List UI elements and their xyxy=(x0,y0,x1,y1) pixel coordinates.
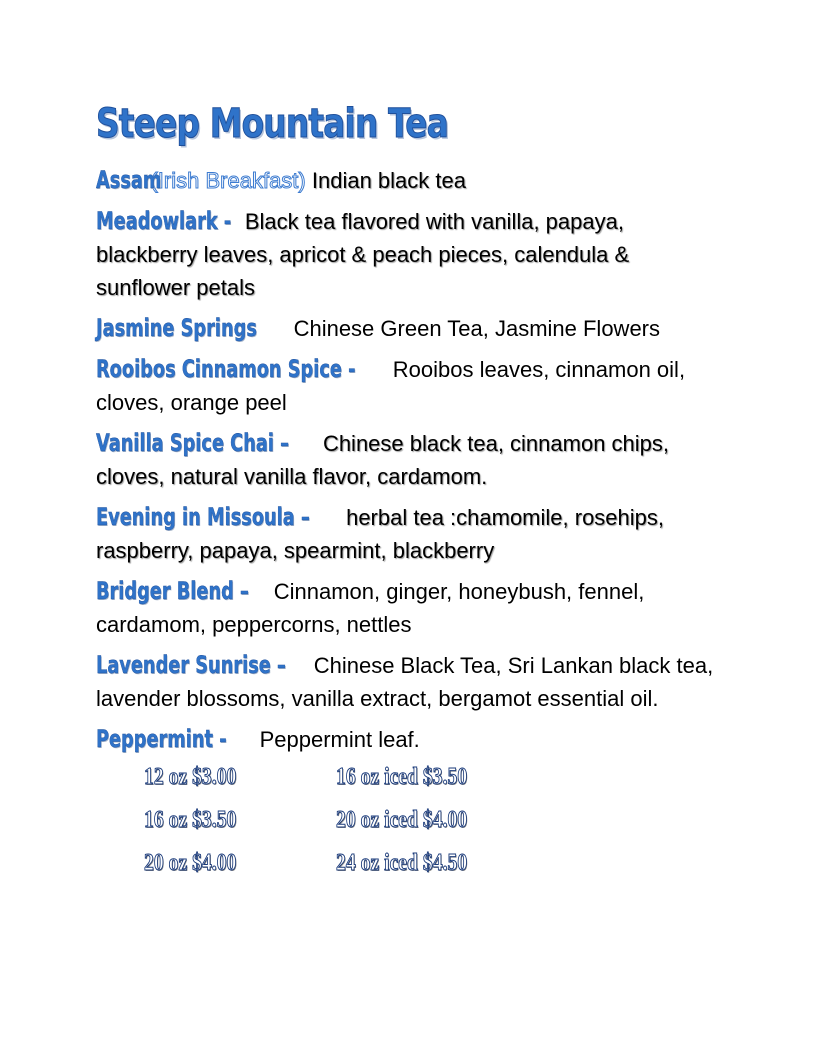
item-description: Rooibos leaves, cinnamon oil, cloves, orange peel xyxy=(96,357,686,415)
item-description: Indian black tea xyxy=(311,168,466,193)
item-name: Assam xyxy=(96,166,162,194)
menu-item-peppermint xyxy=(96,723,726,756)
item-name: Lavender Sunrise – xyxy=(96,651,286,679)
hot-price: 12 oz $3.00 xyxy=(144,764,237,790)
item-name: Vanilla Spice Chai – xyxy=(96,429,290,457)
menu-item-bridger-blend xyxy=(96,575,726,641)
item-description: Black tea flavored with vanilla, papaya, blackberry leaves, apricot & peach pieces, calendula & sunflower petals xyxy=(96,209,630,300)
menu-item-rooibos-cinnamon-spice xyxy=(96,353,726,419)
iced-price: 16 oz iced $3.50 xyxy=(336,764,468,790)
item-name: Evening in Missoula – xyxy=(96,503,310,531)
hot-price: 20 oz $4.00 xyxy=(144,850,237,876)
item-description: Cinnamon, ginger, honeybush, fennel, cardamom, peppercorns, nettles xyxy=(96,579,645,637)
item-description: Chinese Black Tea, Sri Lankan black tea, lavender blossoms, vanilla extract, bergamot essential oil. xyxy=(96,653,714,711)
menu-item-assam xyxy=(96,164,726,197)
page-title: Steep Mountain Tea xyxy=(96,101,449,147)
hot-price: 16 oz $3.50 xyxy=(144,807,237,833)
iced-price: 24 oz iced $4.50 xyxy=(336,850,468,876)
item-subtitle: (Irish Breakfast) xyxy=(150,168,306,193)
item-description: Chinese Green Tea, Jasmine Flowers xyxy=(293,316,661,341)
item-description: Peppermint leaf. xyxy=(259,727,420,752)
item-name: Peppermint - xyxy=(96,725,227,753)
item-name: Jasmine Springs xyxy=(96,314,257,342)
item-name: Meadowlark - xyxy=(96,207,232,235)
item-description: Chinese black tea, cinnamon chips, cloves, natural vanilla flavor, cardamom. xyxy=(96,431,670,489)
item-name: Bridger Blend – xyxy=(96,577,249,605)
menu-item-jasmine-springs xyxy=(96,312,726,345)
price-row xyxy=(144,850,726,893)
menu-item-lavender-sunrise xyxy=(96,649,726,715)
menu-item-vanilla-spice-chai xyxy=(96,427,726,493)
price-row xyxy=(144,807,726,850)
menu-item-evening-in-missoula xyxy=(96,501,726,567)
item-name: Rooibos Cinnamon Spice - xyxy=(96,355,356,383)
iced-price: 20 oz iced $4.00 xyxy=(336,807,468,833)
menu-item-meadowlark xyxy=(96,205,726,304)
price-list xyxy=(144,764,726,893)
price-row xyxy=(144,764,726,807)
menu-page xyxy=(96,96,726,893)
item-description: herbal tea :chamomile, rosehips, raspberry, papaya, spearmint, blackberry xyxy=(96,505,665,563)
